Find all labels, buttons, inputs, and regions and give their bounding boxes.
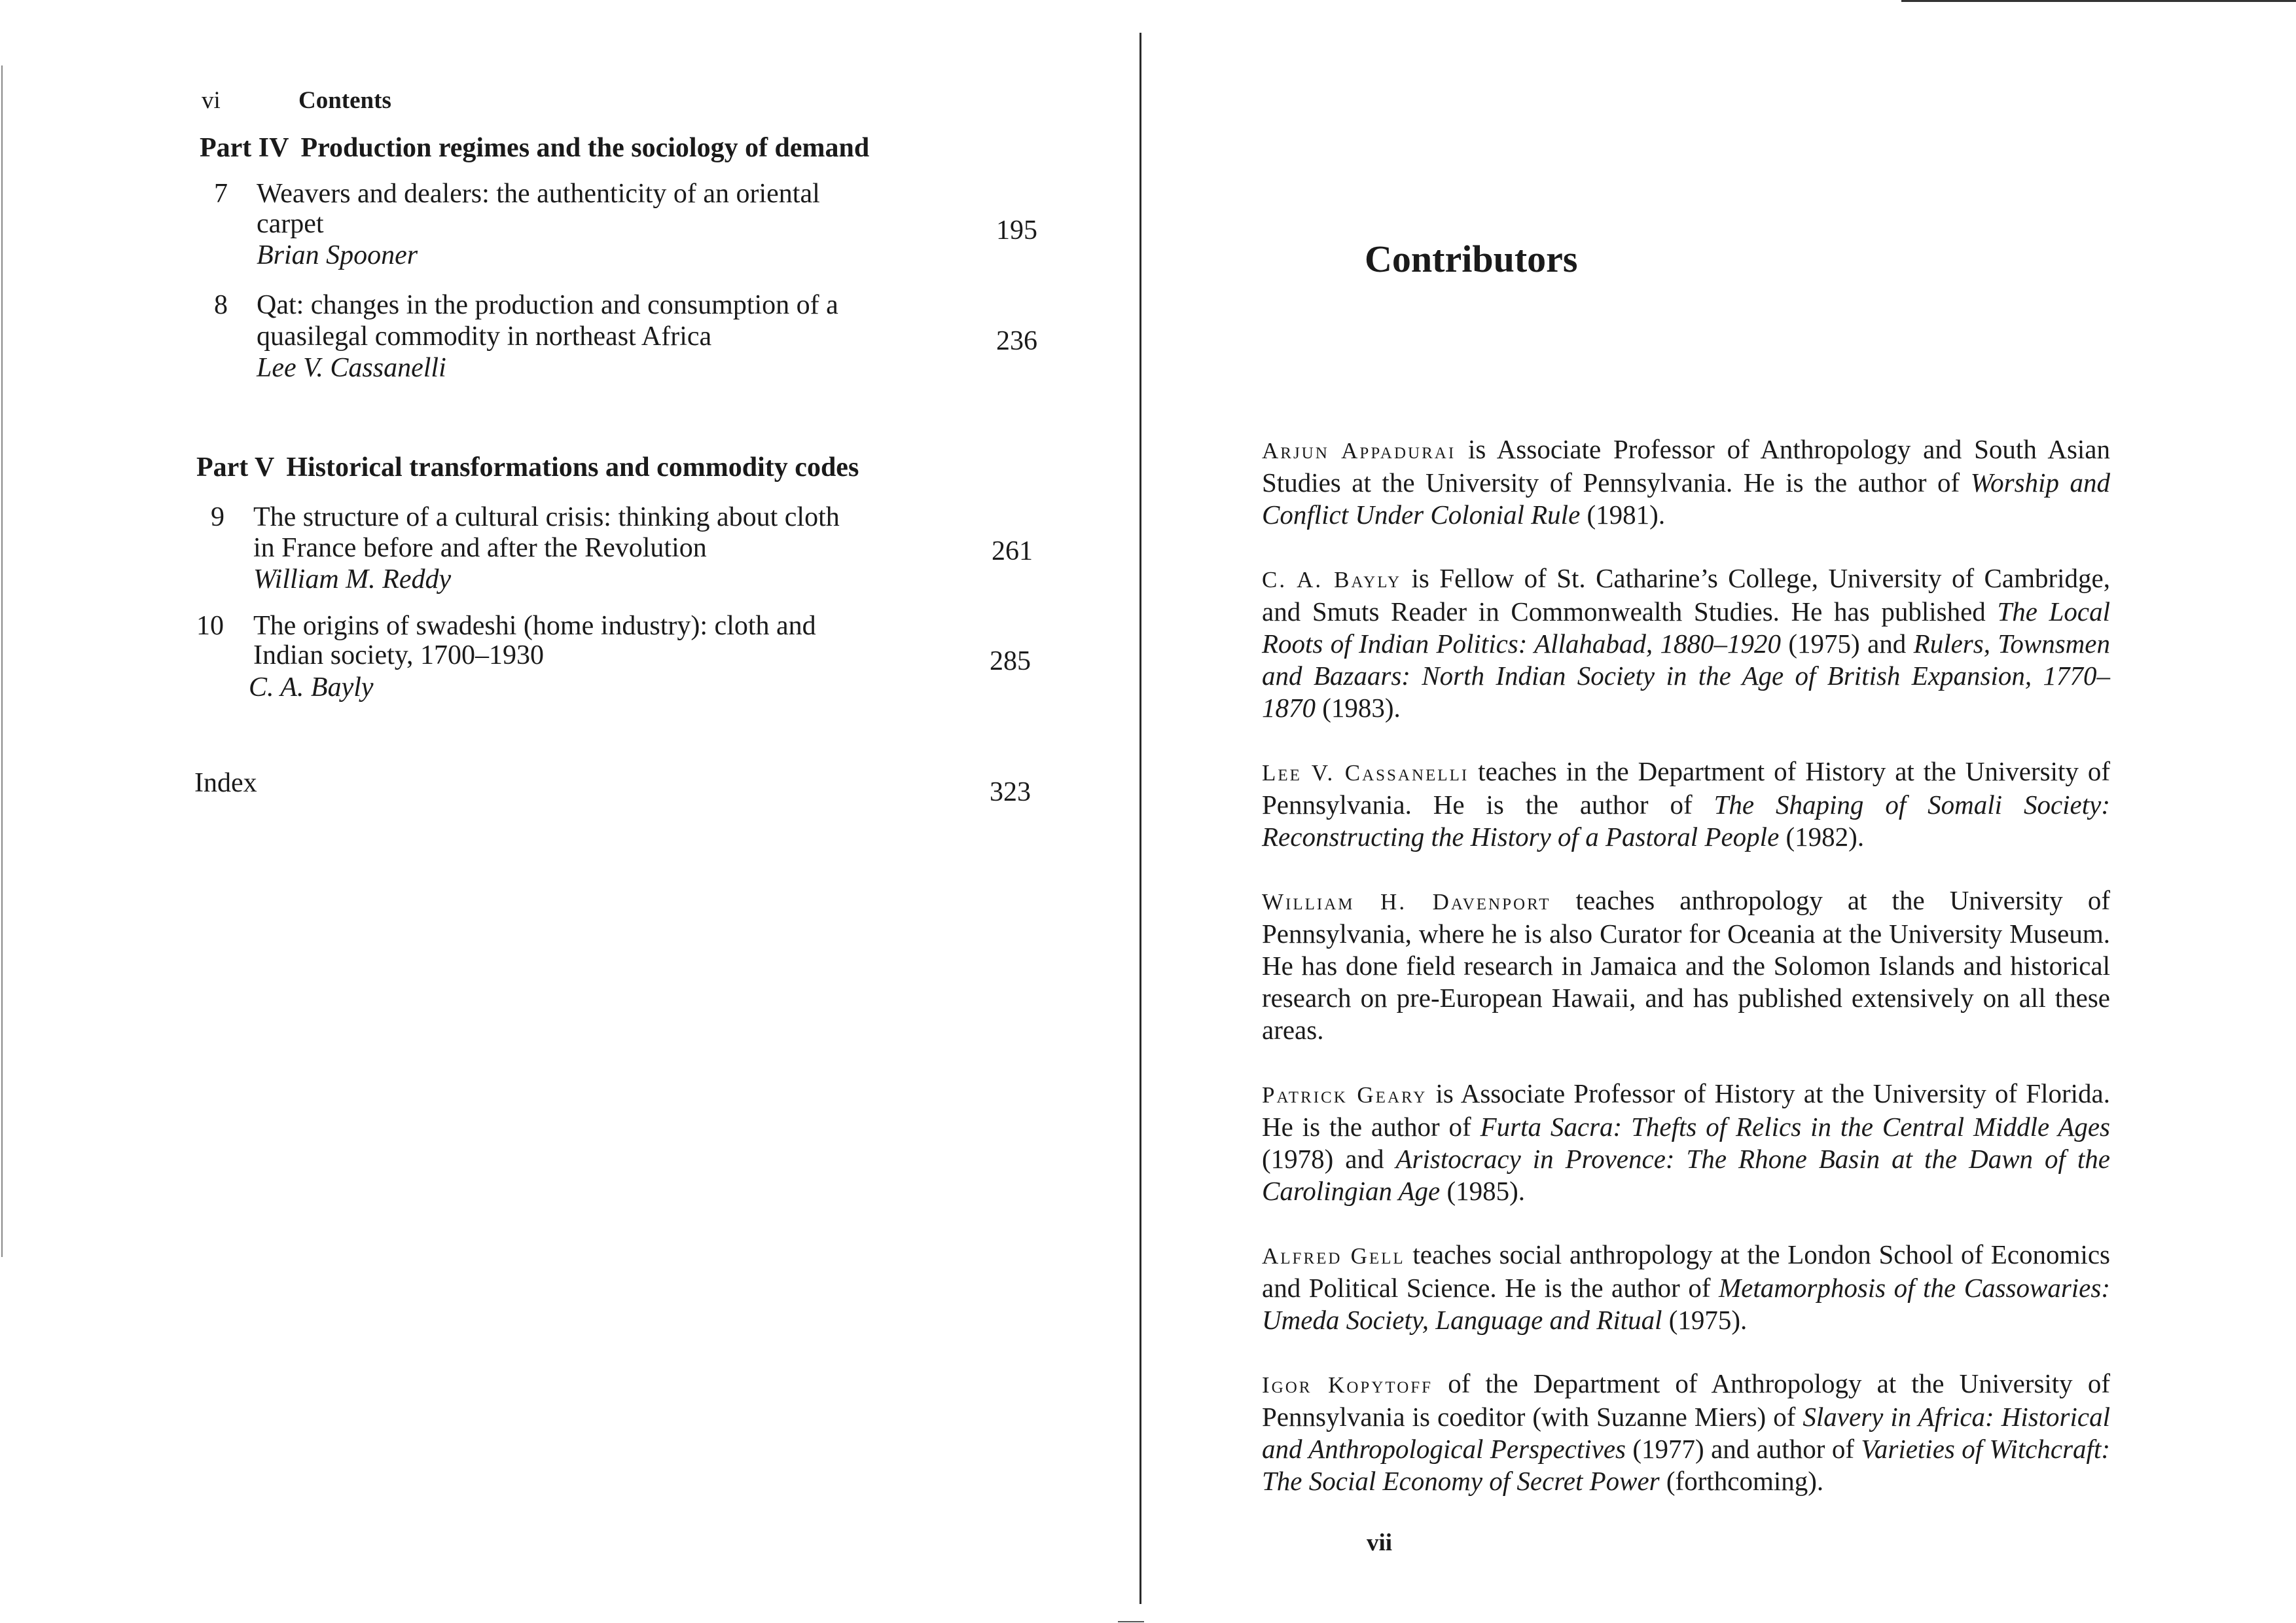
part-title: Production regimes and the sociology of demand [300, 133, 870, 163]
top-rule [1901, 0, 2296, 2]
page-folio: vii [1367, 1529, 1393, 1556]
work-title: The Local Roots of Indian Politics: Allahabad, 1880–1920 [1262, 596, 2110, 659]
contributor-name: Igor Kopytoff [1262, 1372, 1433, 1398]
index-label: Index [194, 768, 257, 798]
bio-text: (1982). [1779, 822, 1865, 852]
work-title: The Shaping of Somali Society: Reconstructing the History of a Pastoral People [1262, 790, 2111, 852]
bio-text: teaches anthropology at the University of Pennsylvania, where he is also Curator for Oceania at the University Museum. He has done field research in Jamaica and the Solomon Islands and historical research on pre-European Hawaii, and has published extensively on all these areas. [1262, 885, 2110, 1045]
work-title: Metamorphosis of the Cassowaries: Umeda Society, Language and Ritual [1262, 1273, 2110, 1335]
bio-text: is Associate Professor of History at the University of Florida. He is the author of [1262, 1078, 2110, 1142]
page-folio: vi [202, 87, 221, 114]
chapter-number: 10 [196, 611, 224, 641]
part-heading [200, 132, 869, 164]
contributor-entry [1262, 433, 2110, 531]
contributor-name: Lee V. Cassanelli [1262, 760, 1469, 786]
chapter-author: Brian Spooner [257, 240, 418, 270]
contributor-name: William H. Davenport [1262, 889, 1551, 915]
chapter-page: 236 [996, 326, 1037, 356]
part-label: Part IV [200, 133, 289, 163]
index-page: 323 [990, 777, 1031, 807]
chapter-title-line: Weavers and dealers: the authenticity of an oriental [257, 179, 820, 209]
contributor-entry [1262, 1239, 2110, 1336]
work-title: Rulers, Townsmen and Bazaars: North Indian Society in the Age of British Expansion, 1770–1870 [1262, 629, 2110, 723]
chapter-title-line: Indian society, 1700–1930 [253, 640, 545, 670]
bio-text: is Associate Professor of Anthropology and South Asian Studies at the University of Pennsylvania. He is the author of [1262, 434, 2110, 498]
part-heading [196, 452, 859, 483]
chapter-title-line: The origins of swadeshi (home industry): cloth and [253, 611, 816, 641]
contributor-entry [1262, 562, 2110, 724]
bio-text: teaches social anthropology at the London School of Economics and Political Science. He is the author of [1262, 1239, 2110, 1303]
chapter-title-line: The structure of a cultural crisis: thinking about cloth [253, 502, 840, 532]
contents-page [0, 0, 1139, 1623]
contributor-name: C. A. Bayly [1262, 567, 1402, 593]
chapter-title-line: quasilegal commodity in northeast Africa [257, 321, 712, 352]
bio-text: (forthcoming). [1659, 1466, 1824, 1496]
bio-text: of the Department of Anthropology at the University of Pennsylvania is coeditor (with Suzanne Miers) of [1262, 1368, 2110, 1432]
work-title: Slavery in Africa: Historical and Anthropological Perspectives [1262, 1402, 2110, 1464]
chapter-title-line: Qat: changes in the production and consumption of a [257, 290, 838, 320]
contributor-entry [1262, 884, 2110, 1046]
bio-text: (1975). [1662, 1305, 1748, 1335]
work-title: Worship and Conflict Under Colonial Rule [1262, 467, 2110, 530]
contributor-name: Alfred Gell [1262, 1243, 1405, 1269]
running-head-title: Contents [298, 87, 391, 114]
chapter-author: C. A. Bayly [249, 672, 374, 702]
book-gutter [1139, 33, 1141, 1604]
part-label: Part V [196, 452, 275, 483]
bio-text: (1978) and [1262, 1144, 1396, 1174]
bio-text: is Fellow of St. Catharine’s College, University of Cambridge, and Smuts Reader in Commonwealth Studies. He has published [1262, 563, 2110, 627]
bio-text: (1981). [1580, 500, 1666, 530]
chapter-number: 9 [211, 502, 224, 532]
part-title: Historical transformations and commodity codes [286, 452, 859, 483]
contributors-list [1262, 433, 2110, 1529]
bio-text: teaches in the Department of History at the University of Pennsylvania. He is the author of [1262, 756, 2110, 820]
bio-text: (1985). [1440, 1176, 1526, 1206]
bio-text: (1983). [1316, 693, 1401, 723]
chapter-page: 285 [990, 646, 1031, 676]
work-title: Varieties of Witchcraft: The Social Economy of Secret Power [1262, 1434, 2110, 1496]
contributor-name: Arjun Appadurai [1262, 438, 1456, 464]
contributor-entry [1262, 756, 2110, 853]
chapter-title-line: carpet [257, 209, 324, 239]
bio-text: (1975) and [1781, 629, 1914, 659]
work-title: Furta Sacra: Thefts of Relics in the Central Middle Ages [1480, 1112, 2111, 1142]
contributor-name: Patrick Geary [1262, 1082, 1427, 1108]
running-head [202, 86, 391, 115]
bio-text: (1977) and author of [1625, 1434, 1861, 1464]
page-title: Contributors [1365, 238, 1578, 280]
chapter-page: 261 [992, 536, 1033, 566]
chapter-author: Lee V. Cassanelli [257, 353, 446, 383]
contributor-entry [1262, 1368, 2110, 1497]
chapter-number: 8 [214, 290, 228, 320]
work-title: Aristocracy in Provence: The Rhone Basin at the Dawn of the Carolingian Age [1262, 1144, 2110, 1206]
contributor-entry [1262, 1078, 2110, 1207]
chapter-page: 195 [996, 215, 1037, 246]
chapter-title-line: in France before and after the Revolution [253, 533, 707, 563]
chapter-author: William M. Reddy [253, 564, 452, 594]
chapter-number: 7 [214, 179, 228, 209]
